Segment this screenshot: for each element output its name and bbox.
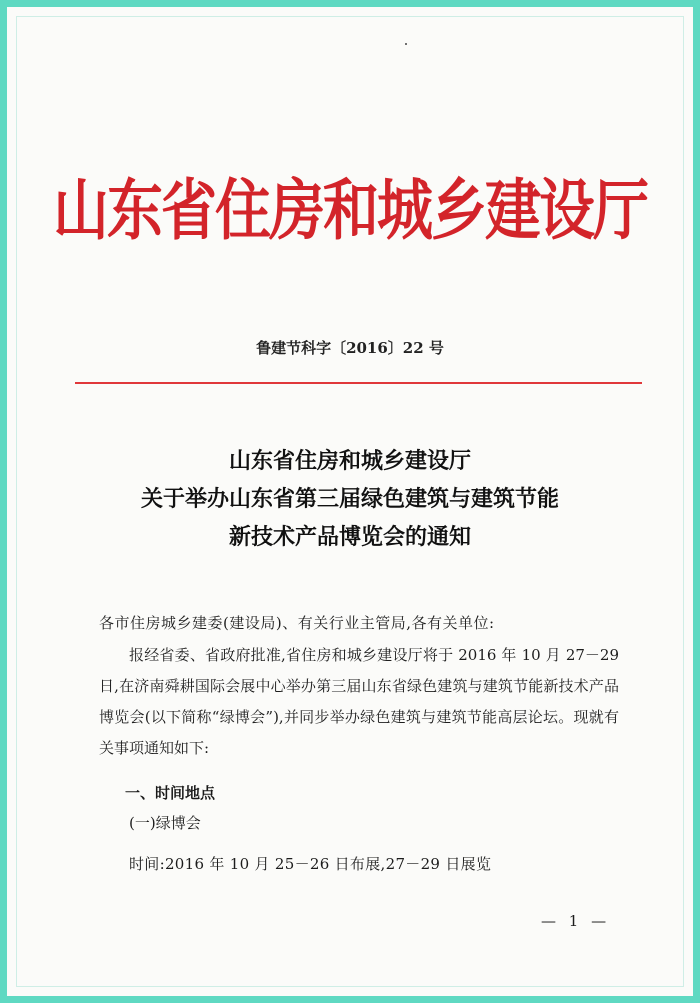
subsection-heading: (一)绿博会: [129, 814, 201, 832]
red-separator-line: [75, 382, 642, 384]
scan-speck: [405, 43, 407, 45]
title-line-1: 山东省住房和城乡建设厅: [228, 449, 471, 474]
title-line-3: 新技术产品博览会的通知: [228, 525, 471, 550]
title-line-2: 关于举办山东省第三届绿色建筑与建筑节能: [140, 487, 559, 512]
time-statement: 时间:2016 年 10 月 25－26 日布展,27－29 日展览: [129, 855, 492, 873]
body-paragraph: 报经省委、省政府批准,省住房和城乡建设厅将于 2016 年 10 月 27－29 日,在济南舜耕国际会展中心举办第三届山东省绿色建筑与建筑节能新技术产品博览会(以下简称“绿博会”),并同步举办绿色建筑与建筑节能高层论坛。现就有关事项通知如下:: [99, 646, 619, 757]
issuer-masthead: 山东省住房和城乡建设厅: [53, 172, 647, 250]
section-heading: 一、时间地点: [125, 784, 216, 802]
salutation: 各市住房城乡建委(建设局)、有关行业主管局,各有关单位:: [99, 614, 495, 632]
page-number: — 1 —: [541, 912, 611, 930]
document-title: [7, 443, 693, 557]
document-number: 鲁建节科字〔2016〕22 号: [256, 339, 444, 357]
